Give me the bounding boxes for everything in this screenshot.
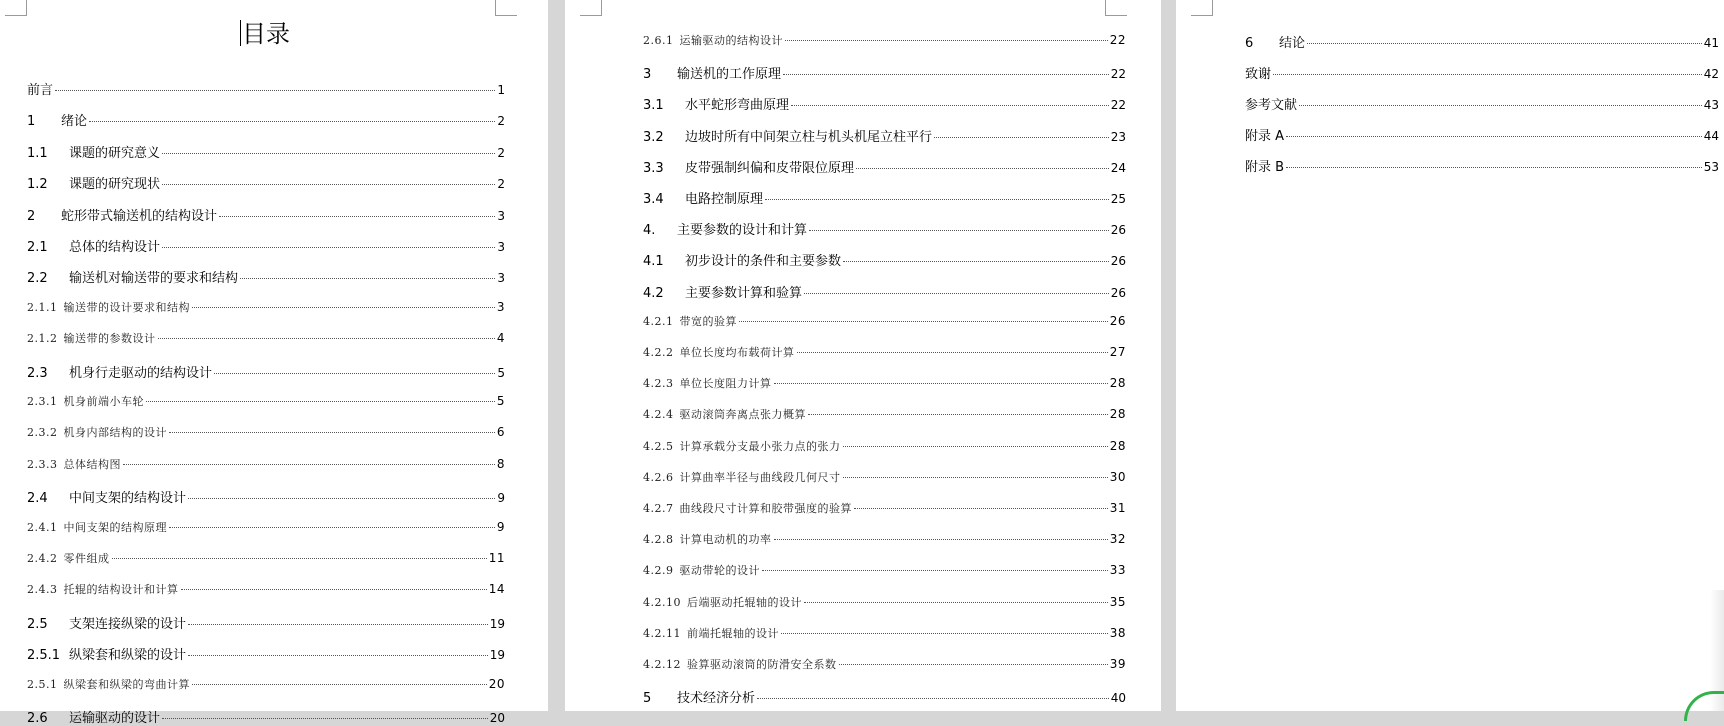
toc-entry-number: 4.1 (643, 254, 664, 270)
toc-entry-page-number: 27 (1109, 345, 1126, 359)
toc-entry-page-number: 20 (488, 676, 505, 691)
toc-entry[interactable] (27, 236, 505, 255)
toc-dot-leader (783, 74, 1109, 75)
toc-entry-page-number: 28 (1109, 407, 1126, 422)
toc-entry-title: 纵梁套和纵梁的设计 (69, 648, 187, 664)
toc-entry-number: 2.6.1 (643, 34, 674, 47)
toc-entry-title: 计算电动机的功率 (679, 533, 772, 547)
toc-entry[interactable] (643, 157, 1126, 176)
toc-entry-number: 2.6 (27, 711, 48, 726)
toc-entry-page-number: 4 (496, 331, 505, 346)
toc-entry-number: 4.2.4 (643, 408, 674, 422)
toc-entry-title: 总体的结构设计 (69, 240, 161, 255)
toc-entry-title: 机身内部结构的设计 (63, 426, 167, 440)
toc-entry-title: 电路控制原理 (685, 192, 764, 207)
toc-entry-title: 曲线段尺寸计算和胶带强度的验算 (679, 502, 852, 515)
toc-dot-leader (214, 373, 495, 374)
toc-dot-leader (158, 338, 495, 339)
toc-entry-number: 3.4 (643, 192, 664, 207)
toc-entry-title: 输送机的工作原理 (677, 67, 782, 83)
toc-entry[interactable] (643, 531, 1126, 547)
toc-entry[interactable] (27, 676, 505, 692)
toc-dot-leader (1286, 136, 1702, 137)
toc-entry-title: 总体结构图 (63, 457, 121, 471)
toc-entry-page-number: 9 (496, 519, 505, 534)
toc-entry-title: 输送带的设计要求和结构 (63, 300, 190, 314)
toc-dot-leader (791, 105, 1109, 106)
toc-entry-title: 前端托辊轴的设计 (687, 626, 779, 640)
toc-entry-number: 2.4 (27, 491, 48, 507)
toc-entry-page-number: 32 (1109, 532, 1126, 547)
toc-dot-leader (843, 477, 1108, 478)
toc-entry[interactable] (27, 707, 505, 726)
toc-entry-page-number: 22 (1109, 33, 1126, 47)
toc-entry-page-number: 3 (497, 271, 505, 286)
toc-dot-leader (112, 558, 487, 559)
toc-entry-number: 3.2 (643, 129, 664, 145)
toc-dot-leader (1299, 105, 1702, 106)
toc-dot-leader (739, 321, 1108, 322)
toc-entry-title: 支架连接纵梁的设计 (69, 616, 187, 632)
toc-entry-number: 4.2.6 (643, 470, 674, 484)
toc-entry[interactable] (27, 393, 505, 409)
toc-dot-leader (797, 352, 1108, 353)
toc-entry-title: 中间支架的结构原理 (63, 520, 167, 534)
toc-title-text: 目录 (242, 20, 290, 48)
toc-entry-number: 2.2 (27, 271, 48, 287)
toc-entry-page-number: 6 (496, 425, 505, 440)
toc-entry[interactable] (643, 656, 1126, 672)
toc-entry[interactable] (643, 32, 1126, 48)
toc-entry-page-number: 33 (1109, 563, 1126, 578)
toc-dot-leader (169, 432, 495, 433)
toc-entry-page-number: 23 (1110, 129, 1126, 144)
toc-dot-leader (843, 261, 1109, 262)
toc-dot-leader (89, 121, 495, 122)
toc-entry-number: 4.2 (643, 285, 664, 301)
toc-dot-leader (781, 633, 1108, 634)
toc-dot-leader (162, 718, 488, 719)
toc-entry-page-number: 40 (1110, 691, 1126, 706)
toc-entry-page-number: 35 (1109, 594, 1126, 609)
toc-entry-page-number: 2 (497, 114, 505, 129)
toc-title[interactable] (240, 14, 290, 49)
document-page-1 (0, 0, 548, 726)
toc-entry-page-number: 26 (1110, 285, 1126, 300)
toc-entry-page-number: 38 (1109, 625, 1126, 640)
toc-entry-title: 技术经济分析 (677, 691, 756, 707)
toc-dot-leader (856, 168, 1109, 169)
toc-entry-page-number: 24 (1110, 160, 1126, 175)
toc-dot-leader (181, 589, 487, 590)
toc-entry-page-number: 8 (496, 456, 505, 471)
page-corner-mark (1191, 0, 1213, 16)
toc-entry[interactable] (27, 487, 505, 506)
toc-entry-page-number: 14 (488, 582, 505, 597)
toc-entry[interactable] (27, 267, 505, 286)
toc-entry[interactable] (27, 456, 505, 472)
toc-dot-leader (192, 307, 495, 308)
toc-dot-leader (809, 230, 1109, 231)
toc-entry-page-number: 26 (1110, 223, 1126, 238)
toc-entry-title: 初步设计的条件和主要参数 (685, 254, 842, 270)
toc-entry[interactable] (27, 424, 505, 440)
toc-dot-leader (765, 199, 1109, 200)
toc-entry-title: 纵梁套和纵梁的弯曲计算 (63, 677, 190, 691)
toc-entry-number: 4.2.9 (643, 564, 674, 578)
toc-entry[interactable] (27, 581, 505, 597)
toc-entry[interactable] (27, 173, 505, 192)
toc-dot-leader (188, 498, 495, 499)
toc-entry[interactable] (643, 687, 1126, 706)
toc-entry[interactable] (643, 94, 1126, 113)
toc-entry-page-number: 25 (1110, 192, 1126, 206)
toc-entry[interactable] (643, 438, 1126, 454)
toc-entry[interactable] (643, 469, 1126, 485)
toc-entry-number: 4.2.8 (643, 533, 674, 547)
toc-entry-number: 2.1.2 (27, 332, 58, 346)
toc-entry-title: 运输驱动的结构设计 (679, 34, 783, 47)
toc-entry[interactable] (643, 562, 1126, 578)
toc-entry-number: 1.2 (27, 177, 48, 193)
toc-entry[interactable] (1245, 125, 1719, 144)
toc-entry-title: 水平蛇形弯曲原理 (685, 98, 790, 114)
toc-entry-title: 机身行走驱动的结构设计 (69, 365, 213, 381)
toc-dot-leader (162, 247, 495, 248)
toc-entry-number: 2.5.1 (27, 648, 61, 664)
toc-entry-page-number: 31 (1109, 501, 1126, 515)
toc-entry-page-number: 9 (497, 491, 505, 506)
toc-entry-title: 机身前端小车轮 (63, 395, 144, 408)
toc-entry-number: 4. (643, 223, 656, 239)
toc-entry-page-number: 41 (1703, 36, 1719, 50)
toc-entry[interactable] (643, 375, 1126, 391)
toc-entry[interactable] (1245, 63, 1719, 82)
toc-entry[interactable] (27, 110, 505, 129)
toc-entry-title: 附录 A (1245, 129, 1285, 144)
toc-dot-leader (188, 655, 488, 656)
toc-dot-leader (774, 383, 1108, 384)
toc-entry-number: 5 (643, 691, 652, 707)
toc-entry-page-number: 3 (497, 240, 505, 254)
toc-entry[interactable] (27, 550, 505, 566)
document-page-2 (565, 0, 1161, 711)
toc-entry-title: 附录 B (1245, 160, 1285, 175)
page-corner-mark (580, 0, 602, 16)
toc-entry-title: 绪论 (61, 114, 88, 130)
toc-entry-page-number: 26 (1110, 254, 1126, 269)
toc-entry-number: 4.2.11 (643, 626, 681, 640)
toc-entry-title: 前言 (27, 83, 54, 98)
toc-entry-title: 边坡时所有中间架立柱与机头机尾立柱平行 (685, 129, 933, 145)
toc-entry-page-number: 22 (1110, 98, 1126, 113)
text-cursor (240, 20, 241, 46)
toc-entry-number: 4.2.1 (643, 314, 674, 328)
toc-entry-number: 2.3.2 (27, 426, 58, 440)
toc-dot-leader (804, 602, 1108, 603)
toc-entry-number: 6 (1245, 36, 1254, 51)
toc-entry-number: 2.4.3 (27, 583, 58, 597)
toc-entry[interactable] (643, 500, 1126, 516)
toc-dot-leader (854, 508, 1108, 509)
toc-entry[interactable] (643, 344, 1126, 360)
toc-dot-leader (774, 539, 1108, 540)
toc-entry-title: 蛇形带式输送机的结构设计 (61, 208, 218, 224)
toc-entry-page-number: 42 (1703, 67, 1719, 81)
toc-entry-number: 2.5.1 (27, 677, 58, 691)
toc-entry-number: 4.2.7 (643, 502, 674, 515)
toc-entry-page-number: 19 (489, 648, 505, 663)
toc-entry-page-number: 5 (497, 365, 505, 380)
floating-widget-edge[interactable] (1684, 691, 1724, 721)
toc-entry-page-number: 44 (1703, 129, 1719, 143)
toc-entry[interactable] (643, 625, 1126, 641)
toc-entry[interactable] (27, 644, 505, 663)
toc-entry-number: 2.5 (27, 616, 48, 632)
toc-entry-title: 零件组成 (63, 552, 110, 565)
toc-entry-number: 1.1 (27, 145, 48, 161)
toc-entry-page-number: 20 (489, 711, 505, 725)
toc-entry-title: 皮带强制纠偏和皮带限位原理 (685, 160, 855, 176)
toc-entry[interactable] (1245, 156, 1719, 175)
toc-entry-number: 3.3 (643, 160, 664, 176)
toc-entry-title: 带宽的验算 (679, 314, 737, 328)
toc-entry[interactable] (27, 613, 505, 632)
toc-entry-title: 中间支架的结构设计 (69, 491, 187, 507)
toc-entry-page-number: 28 (1109, 376, 1126, 391)
toc-entry-number: 4.2.10 (643, 595, 681, 609)
toc-entry-title: 结论 (1279, 36, 1306, 51)
toc-entry[interactable] (27, 79, 505, 98)
toc-dot-leader (55, 90, 495, 91)
toc-entry-title: 计算曲率半径与曲线段几何尺寸 (679, 470, 841, 484)
toc-entry[interactable] (643, 250, 1126, 269)
toc-entry-title: 驱动滚筒奔离点张力概算 (679, 408, 806, 422)
toc-dot-leader (188, 624, 488, 625)
toc-entry[interactable] (27, 205, 505, 224)
toc-dot-leader (169, 527, 495, 528)
toc-entry-title: 课题的研究意义 (69, 145, 161, 161)
toc-entry-title: 致谢 (1245, 67, 1272, 82)
toc-entry[interactable] (27, 330, 505, 346)
toc-entry-page-number: 53 (1703, 160, 1719, 174)
toc-dot-leader (785, 40, 1108, 41)
toc-dot-leader (934, 137, 1109, 138)
toc-entry-number: 4.2.12 (643, 658, 681, 671)
toc-entry-number: 4.2.2 (643, 346, 674, 359)
toc-entry[interactable] (643, 188, 1126, 207)
toc-entry[interactable] (643, 594, 1126, 610)
toc-entry[interactable] (27, 519, 505, 535)
toc-dot-leader (1273, 74, 1702, 75)
toc-entry-page-number: 1 (497, 83, 505, 97)
toc-entry[interactable] (643, 63, 1126, 82)
toc-entry-page-number: 2 (497, 177, 505, 192)
toc-entry-title: 运输驱动的设计 (69, 711, 161, 726)
toc-dot-leader (843, 446, 1108, 447)
toc-entry-number: 2.4.2 (27, 552, 58, 565)
toc-dot-leader (839, 664, 1108, 665)
toc-entry-title: 计算承载分支最小张力点的张力 (679, 439, 841, 453)
toc-entry[interactable] (643, 126, 1126, 145)
toc-entry-title: 单位长度阻力计算 (679, 377, 772, 391)
toc-dot-leader (192, 684, 487, 685)
toc-dot-leader (219, 216, 495, 217)
toc-entry[interactable] (643, 406, 1126, 422)
toc-entry-page-number: 39 (1109, 657, 1126, 671)
document-page-3 (1176, 0, 1724, 711)
toc-entry-number: 3.1 (643, 98, 664, 114)
toc-dot-leader (757, 698, 1109, 699)
page-corner-mark (495, 0, 517, 16)
toc-entry-page-number: 2 (497, 145, 505, 160)
toc-entry-page-number: 22 (1110, 67, 1126, 82)
toc-entry-number: 2.1 (27, 240, 48, 255)
toc-entry-page-number: 5 (496, 394, 505, 408)
toc-entry-number: 1 (27, 114, 36, 130)
toc-entry-page-number: 43 (1703, 98, 1719, 112)
toc-entry-number: 2 (27, 208, 36, 224)
toc-dot-leader (808, 414, 1108, 415)
toc-entry-title: 参考文献 (1245, 98, 1298, 113)
toc-entry-number: 2.3.3 (27, 457, 58, 471)
toc-dot-leader (804, 293, 1109, 294)
toc-entry-title: 主要参数计算和验算 (685, 285, 803, 301)
toc-entry-title: 主要参数的设计和计算 (677, 223, 808, 239)
toc-entry-number: 4.2.3 (643, 377, 674, 391)
toc-entry[interactable] (1245, 94, 1719, 113)
toc-entry-number: 2.4.1 (27, 520, 58, 534)
toc-dot-leader (162, 153, 495, 154)
toc-entry[interactable] (1245, 32, 1719, 51)
toc-entry-number: 3 (643, 67, 652, 83)
toc-dot-leader (123, 464, 495, 465)
toc-entry-page-number: 11 (488, 551, 505, 565)
toc-entry-page-number: 3 (497, 208, 505, 223)
toc-entry-title: 后端驱动托辊轴的设计 (687, 595, 802, 609)
page-corner-mark (1105, 0, 1127, 16)
toc-entry-page-number: 19 (489, 616, 505, 631)
toc-entry-page-number: 28 (1109, 438, 1126, 453)
toc-dot-leader (240, 278, 495, 279)
toc-entry-title: 托辊的结构设计和计算 (63, 583, 179, 597)
page-corner-mark (5, 0, 27, 16)
toc-entry[interactable] (27, 142, 505, 161)
toc-entry-page-number: 30 (1109, 469, 1126, 484)
toc-entry-number: 4.2.5 (643, 439, 674, 453)
toc-entry-page-number: 26 (1109, 313, 1126, 328)
toc-entry-title: 输送机对输送带的要求和结构 (69, 271, 239, 287)
toc-entry-number: 2.3 (27, 365, 48, 381)
toc-entry-number: 2.3.1 (27, 395, 58, 408)
toc-entry[interactable] (643, 282, 1126, 301)
toc-entry-title: 单位长度均布载荷计算 (679, 346, 795, 359)
toc-entry-title: 输送带的参数设计 (63, 332, 156, 346)
toc-entry-page-number: 3 (496, 299, 505, 314)
toc-dot-leader (762, 570, 1108, 571)
toc-entry-title: 驱动带轮的设计 (679, 564, 760, 578)
toc-entry[interactable] (27, 362, 505, 381)
toc-entry[interactable] (643, 219, 1126, 238)
toc-dot-leader (1307, 43, 1702, 44)
toc-dot-leader (146, 401, 495, 402)
toc-entry-number: 2.1.1 (27, 300, 58, 314)
toc-dot-leader (1286, 167, 1702, 168)
toc-entry-title: 课题的研究现状 (69, 177, 161, 193)
toc-entry[interactable] (643, 313, 1126, 329)
toc-entry-title: 验算驱动滚筒的防滑安全系数 (687, 658, 837, 671)
toc-dot-leader (162, 184, 495, 185)
toc-entry[interactable] (27, 299, 505, 315)
